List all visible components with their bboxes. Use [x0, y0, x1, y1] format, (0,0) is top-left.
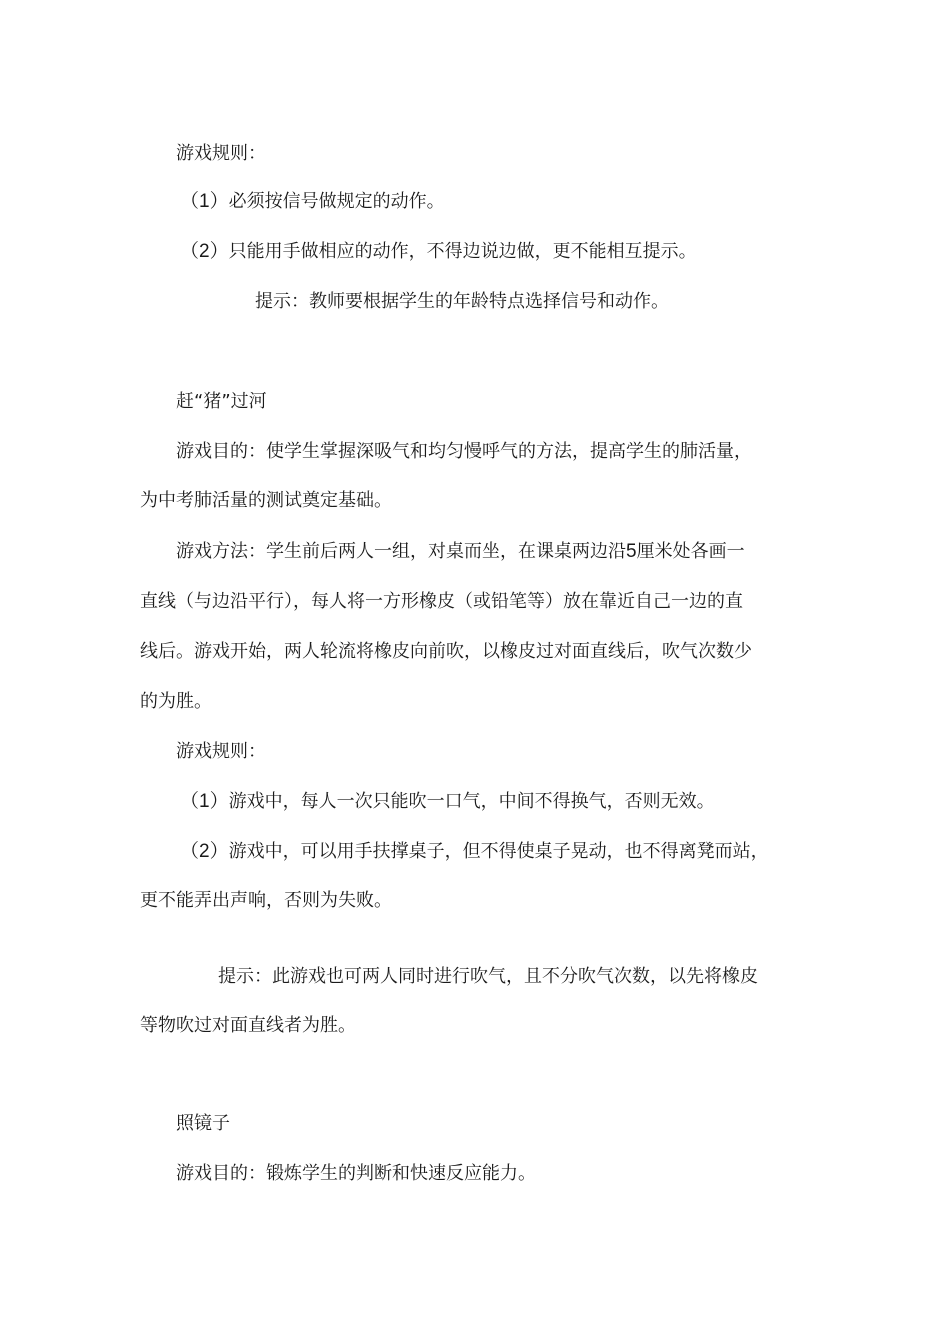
- method-paragraph: 直线（与边沿平行），每人将一方形橡皮（或铅笔等）放在靠近自己一边的直: [140, 591, 743, 612]
- rule-text: 游戏中，可以用手扶撑桌子，但不得使桌子晃动，也不得离凳而站，: [228, 841, 769, 862]
- method-number: 5: [626, 541, 637, 562]
- method-paragraph: 的为胜。: [140, 691, 212, 712]
- method-text: 游戏方法：学生前后两人一组，对桌而坐，在课桌两边沿: [176, 541, 626, 562]
- rule-number: （1）: [180, 791, 229, 812]
- rule-text: 游戏中，每人一次只能吹一口气，中间不得换气，否则无效。: [228, 791, 715, 812]
- purpose-paragraph: 为中考肺活量的测试奠定基础。: [140, 490, 392, 511]
- section-title: 照镜子: [176, 1113, 230, 1134]
- tip-paragraph: 等物吹过对面直线者为胜。: [140, 1015, 356, 1036]
- purpose-paragraph: 游戏目的：使学生掌握深吸气和均匀慢呼气的方法，提高学生的肺活量，: [176, 441, 752, 462]
- rule-item: [180, 840, 769, 864]
- method-text: 厘米处各画一: [636, 541, 745, 562]
- tip-paragraph: 提示：教师要根据学生的年龄特点选择信号和动作。: [255, 291, 669, 312]
- rule-number: （2）: [180, 241, 229, 262]
- rule-item: [180, 790, 715, 814]
- rule-item: [180, 190, 445, 214]
- rule-number: （1）: [180, 191, 229, 212]
- rule-item: 更不能弄出声响，否则为失败。: [140, 890, 392, 911]
- tip-paragraph: 提示：此游戏也可两人同时进行吹气，且不分吹气次数，以先将橡皮: [218, 966, 758, 987]
- rule-text: 必须按信号做规定的动作。: [228, 191, 445, 212]
- method-paragraph: 线后。游戏开始，两人轮流将橡皮向前吹，以橡皮过对面直线后，吹气次数少: [140, 641, 752, 662]
- rules-heading: 游戏规则：: [176, 143, 266, 164]
- purpose-paragraph: 游戏目的：锻炼学生的判断和快速反应能力。: [176, 1163, 536, 1184]
- rule-item: [180, 240, 697, 264]
- rule-text: 只能用手做相应的动作，不得边说边做，更不能相互提示。: [228, 241, 697, 262]
- section-title: 赶“猪”过河: [176, 391, 267, 412]
- rules-heading: 游戏规则：: [176, 741, 266, 762]
- rule-number: （2）: [180, 841, 229, 862]
- method-paragraph: [176, 540, 745, 564]
